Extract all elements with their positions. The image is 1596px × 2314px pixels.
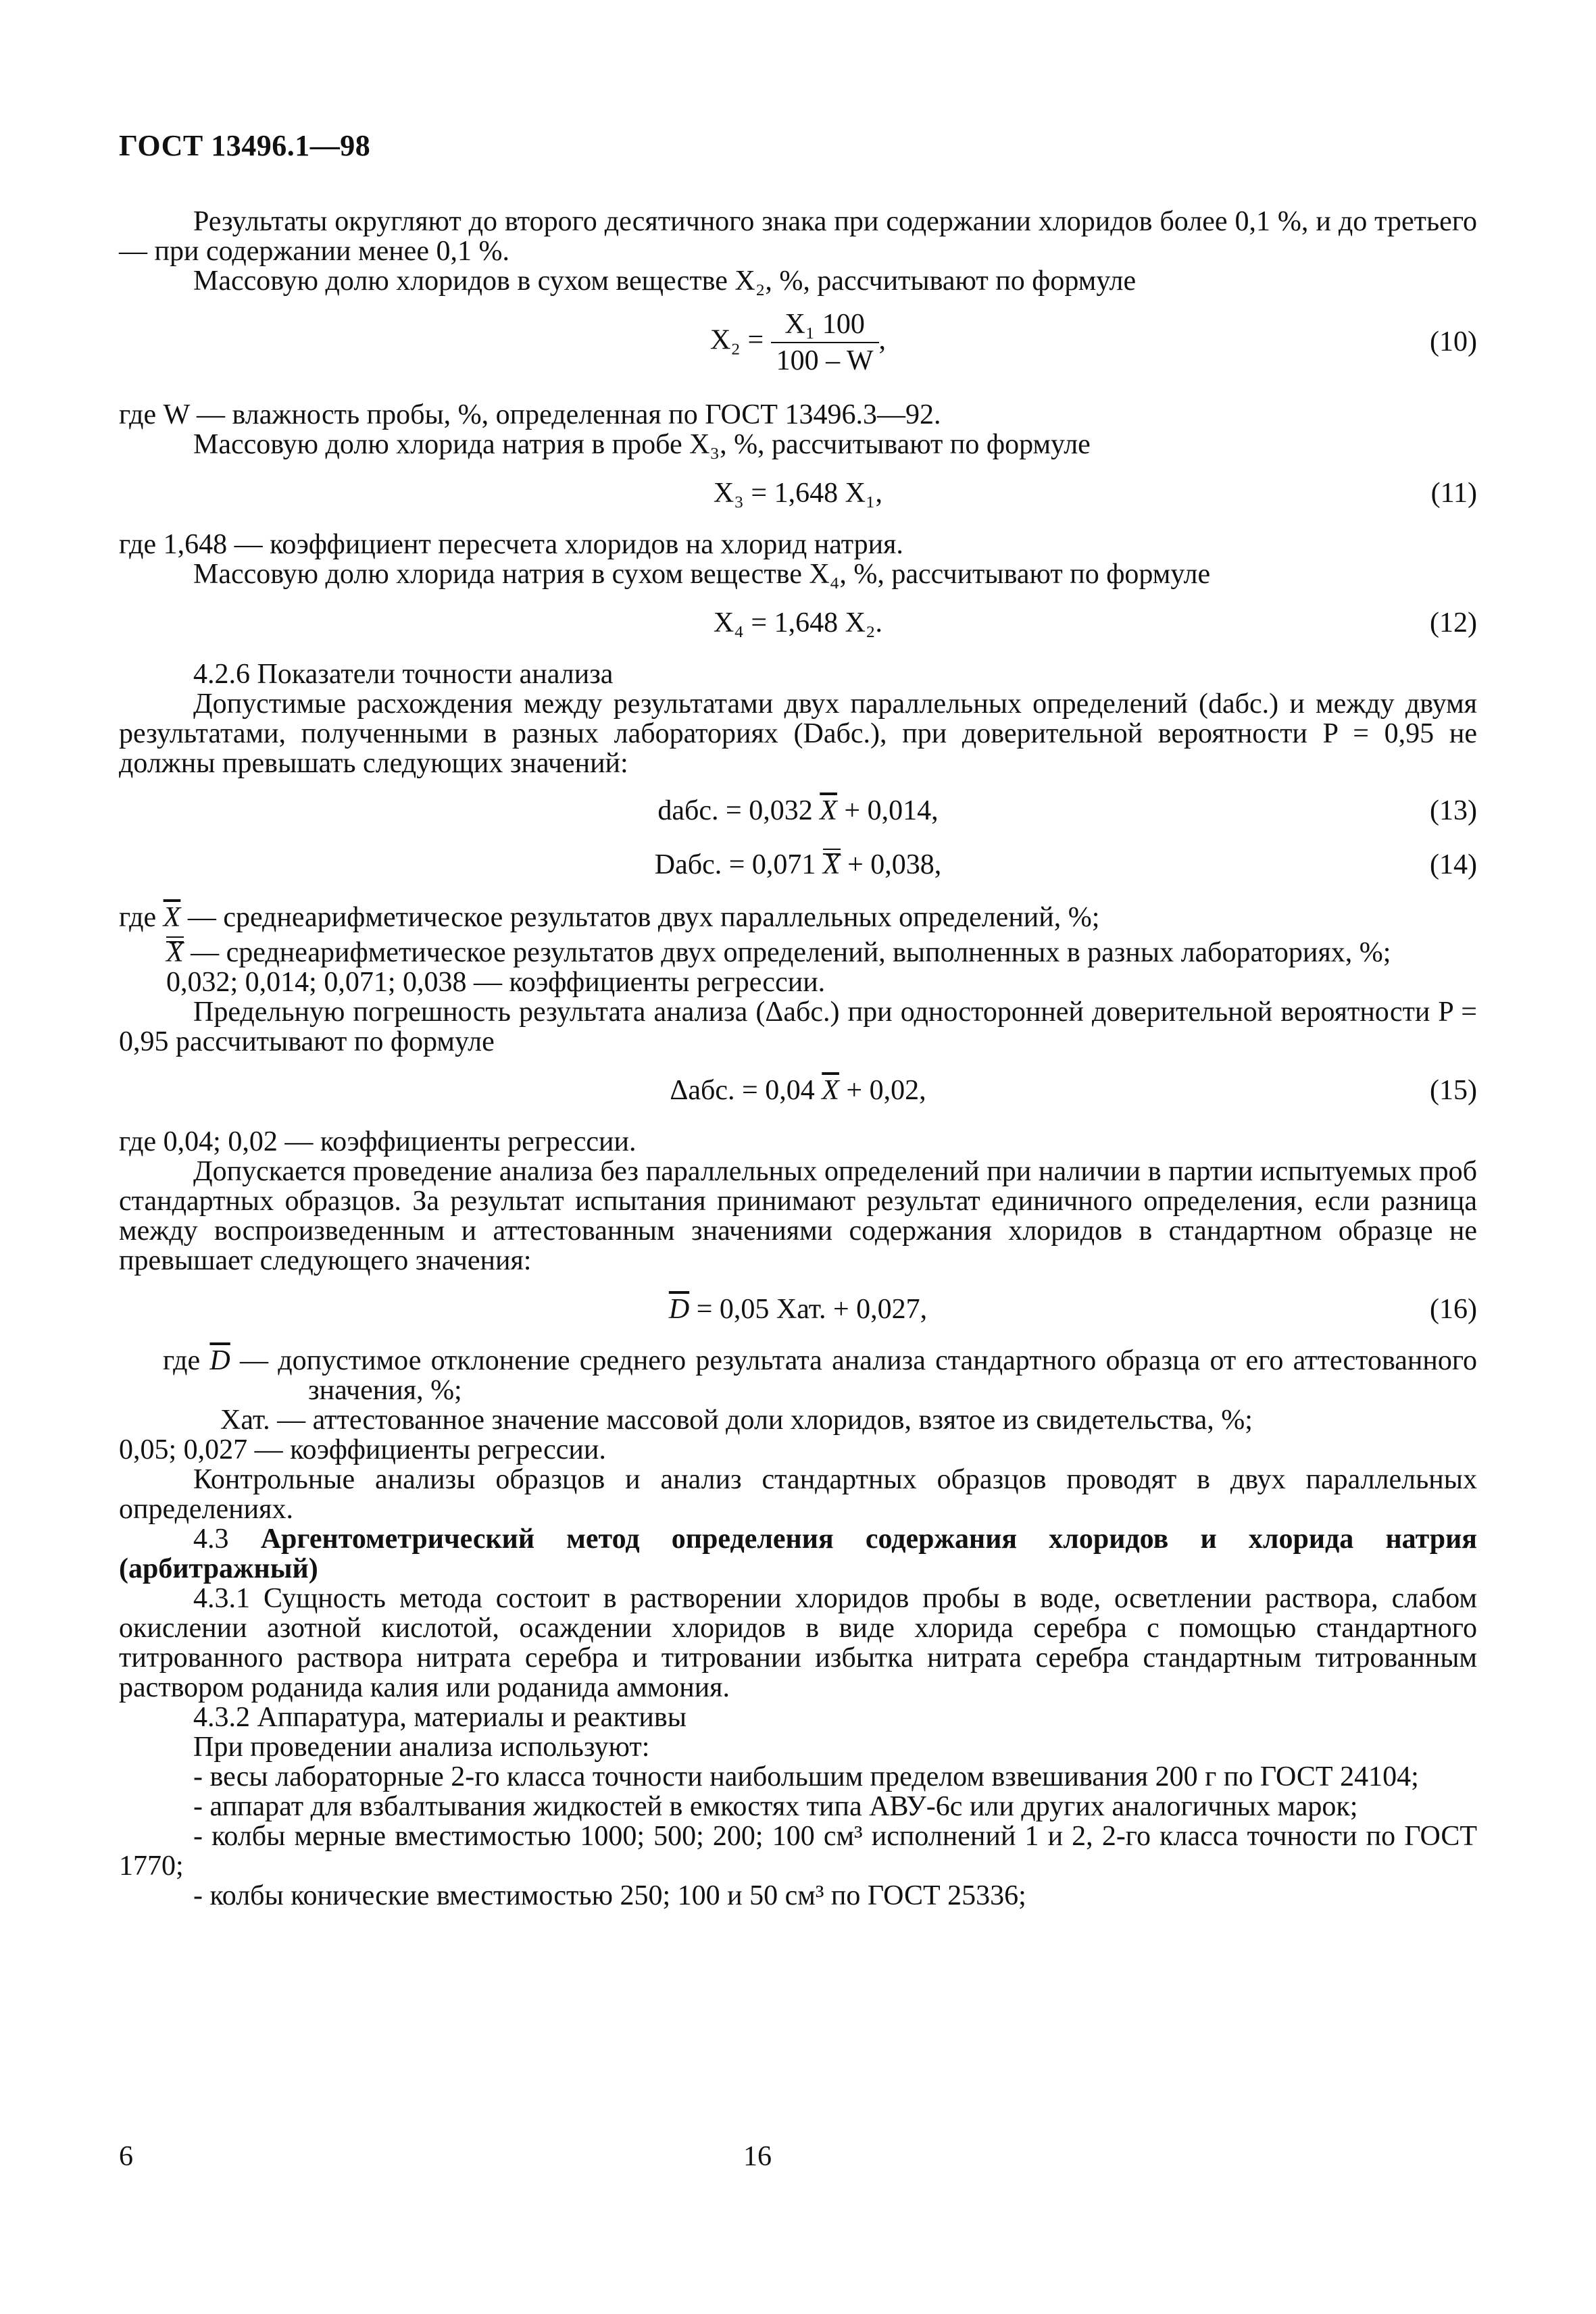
list-item: - весы лабораторные 2-го класса точности наибольшим пределом взвешивания 200 г по ГОСТ 24104; xyxy=(193,1761,1419,1792)
eq11-number: (11) xyxy=(1430,478,1477,509)
where-d xyxy=(119,1346,1477,1405)
document-page xyxy=(119,0,1477,2314)
where-d-text: — допустимое отклонение среднего результата анализа стандартного образца от его аттестованного значения, %; xyxy=(240,1345,1478,1406)
eq10-fraction xyxy=(771,307,879,378)
where-prefix: где xyxy=(119,902,157,933)
paragraph-used: При проведении анализа используют: xyxy=(193,1732,650,1763)
paragraph-limit-error: Предельную погрешность результата анализа (Δабс.) при односторонней доверительной вероятности P = 0,95 рассчитывают по формуле xyxy=(119,997,1477,1057)
eq10-lhs: X₂ = xyxy=(709,324,764,356)
eq12-expr: X₄ = 1,648 X₂. xyxy=(713,607,883,638)
eq15-number: (15) xyxy=(1430,1075,1477,1106)
where-1648: где 1,648 — коэффициент пересчета хлоридов на хлорид натрия. xyxy=(119,529,903,560)
where-prefix-d: где xyxy=(163,1345,201,1376)
eq10-numerator: X₁ 100 xyxy=(771,307,879,343)
equation-11 xyxy=(119,477,1477,515)
eq10-denominator: 100 – W xyxy=(776,345,874,376)
equation-12 xyxy=(119,607,1477,645)
eq14-number: (14) xyxy=(1430,849,1477,880)
paragraph-x3-intro: Массовую долю хлорида натрия в пробе X₃, %, рассчитывают по формуле xyxy=(193,429,1091,460)
eq13-lhs: dабс. = 0,032 xyxy=(657,795,813,826)
eq13-number: (13) xyxy=(1430,795,1477,826)
eq12-number: (12) xyxy=(1430,607,1477,638)
where-w: где W — влажность пробы, %, определенная по ГОСТ 13496.3—92. xyxy=(119,399,941,430)
section-4-3-number: 4.3 xyxy=(193,1524,229,1555)
paragraph-x4-intro: Массовую долю хлорида натрия в сухом веществе X₄, %, рассчитывают по формуле xyxy=(193,559,1211,590)
list-item: - аппарат для взбалтывания жидкостей в емкостях типа АВУ-6с или других аналогичных марок; xyxy=(193,1791,1358,1822)
where-x-mean-text: — среднеарифметическое результатов двух параллельных определений, %; xyxy=(187,902,1100,933)
equation-15 xyxy=(119,1074,1477,1112)
where-d-var: $\overline{D}$ xyxy=(209,1345,230,1376)
eq13-var: $\overline{X}$ xyxy=(820,795,837,826)
document-body xyxy=(119,207,1477,1911)
paragraph-control-analyses: Контрольные анализы образцов и анализ стандартных образцов проводят в двух параллельных определениях. xyxy=(119,1464,1477,1525)
equation-10 xyxy=(119,307,1477,388)
eq15-rhs: + 0,02, xyxy=(846,1075,926,1106)
section-4-3-2: 4.3.2 Аппаратура, материалы и реактивы xyxy=(193,1702,687,1733)
where-coef-1: 0,032; 0,014; 0,071; 0,038 — коэффициенты регрессии. xyxy=(166,967,826,998)
list-item: - колбы мерные вместимостью 1000; 500; 200; 100 см³ исполнений 1 и 2, 2-го класса точности по ГОСТ 1770; xyxy=(119,1821,1477,1882)
paragraph-standard-samples: Допускается проведение анализа без параллельных определений при наличии в партии испытуемых проб стандартных образцов. За результат испытания принимают результат единичного определения, если разница между воспроизведенным и аттестованным значениями содержания хлоридов в стандартном образце не превышает следующего значения: xyxy=(119,1156,1477,1276)
equation-13 xyxy=(119,795,1477,834)
equation-16 xyxy=(119,1293,1477,1331)
page-number: 6 xyxy=(119,2141,133,2172)
where-coef-3: 0,05; 0,027 — коэффициенты регрессии. xyxy=(119,1434,606,1465)
eq10-tail: , xyxy=(878,324,887,356)
where-x-double-var: X xyxy=(166,937,184,968)
section-4-3-title: Аргентометрический метод определения содержания хлоридов и хлорида натрия (арбитражный) xyxy=(119,1524,1477,1584)
where-xat: Xат. — аттестованное значение массовой доли хлоридов, взятое из свидетельства, %; xyxy=(220,1405,1253,1436)
paragraph-tolerances: Допустимые расхождения между результатами двух параллельных определений (dабс.) и между двумя результатами, полученными в разных лабораториях (Dабс.), при доверительной вероятности P = 0,95 не должны превышать следующих значений: xyxy=(119,688,1477,779)
sheet-number: 16 xyxy=(743,2141,772,2172)
eq16-var: $\overline{D}$ xyxy=(668,1294,690,1325)
where-x-double-mean xyxy=(119,938,1477,967)
paragraph-x2-intro: Массовую долю хлоридов в сухом веществе X₂, %, рассчитывают по формуле xyxy=(193,266,1137,297)
equation-14 xyxy=(119,849,1477,888)
list-item: - колбы конические вместимостью 250; 100 и 50 см³ по ГОСТ 25336; xyxy=(193,1880,1026,1911)
eq15-lhs: Δабс. = 0,04 xyxy=(670,1075,815,1106)
eq11-expr: X₃ = 1,648 X₁, xyxy=(713,478,883,509)
section-4-3 xyxy=(119,1524,1477,1584)
eq15-var: $\overline{X}$ xyxy=(822,1075,839,1106)
eq14-rhs: + 0,038, xyxy=(847,849,942,880)
where-x-mean-var: $\overline{X}$ xyxy=(163,902,181,933)
eq14-lhs: Dабс. = 0,071 xyxy=(654,849,816,880)
eq10-number: (10) xyxy=(1430,326,1477,357)
paragraph-rounding: Результаты округляют до второго десятичного знака при содержании хлоридов более 0,1 %, и до третьего — при содержании менее 0,1 %. xyxy=(119,206,1477,267)
eq13-rhs: + 0,014, xyxy=(844,795,939,826)
section-4-2-6: 4.2.6 Показатели точности анализа xyxy=(193,659,614,690)
where-x-double-text: — среднеарифметическое результатов двух определений, выполненных в разных лабораториях, %; xyxy=(191,937,1391,968)
eq16-number: (16) xyxy=(1430,1294,1477,1325)
eq14-var: X xyxy=(822,849,841,880)
doc-header: ГОСТ 13496.1—98 xyxy=(119,129,371,162)
where-coef-2: где 0,04; 0,02 — коэффициенты регрессии. xyxy=(119,1126,637,1157)
where-x-mean xyxy=(119,903,1477,932)
eq16-rhs: = 0,05 Xат. + 0,027, xyxy=(696,1294,928,1325)
paragraph-4-3-1: 4.3.1 Сущность метода состоит в растворении хлоридов пробы в воде, осветлении раствора, слабом окислении азотной кислотой, осаждении хлоридов в виде хлорида серебра с помощью стандартного титрованного раствора нитрата серебра и титровании избытка нитрата серебра стандартным титрованным раствором роданида калия или роданида аммония. xyxy=(119,1583,1477,1703)
